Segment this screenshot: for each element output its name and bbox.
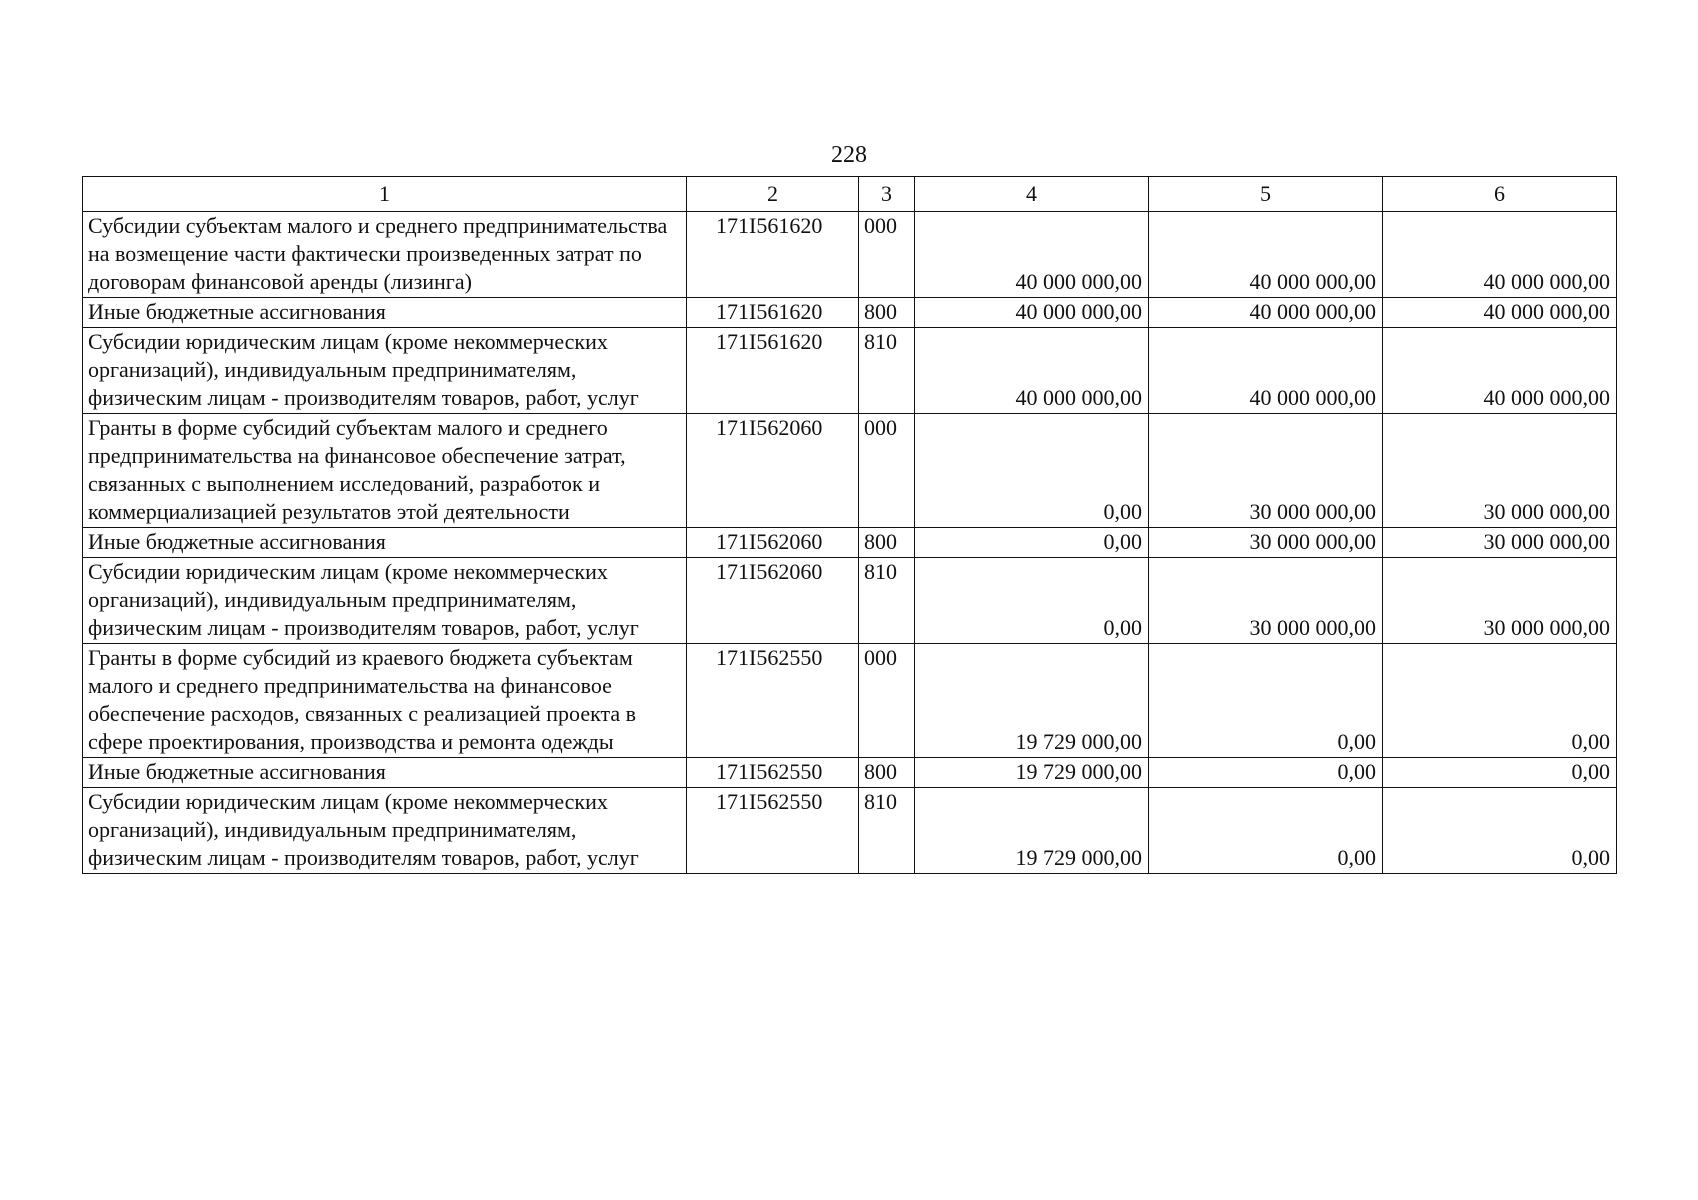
- column-header-6: 6: [1383, 177, 1617, 212]
- row-amount-4: 19 729 000,00: [915, 758, 1149, 788]
- page-number: 228: [831, 142, 867, 168]
- row-name: Иные бюджетные ассигнования: [83, 298, 687, 328]
- row-name: Субсидии юридическим лицам (кроме некоммерческих организаций), индивидуальным предпринимателям, физическим лицам - производителям товаров, работ, услуг: [83, 558, 687, 644]
- row-amount-6: 30 000 000,00: [1383, 528, 1617, 558]
- column-header-3: 3: [859, 177, 915, 212]
- row-name: Гранты в форме субсидий субъектам малого и среднего предпринимательства на финансовое обеспечение затрат, связанных с выполнением исследований, разработок и коммерциализацией результатов этой деятельности: [83, 414, 687, 528]
- row-type: 800: [859, 758, 915, 788]
- table-row: [83, 212, 1617, 298]
- row-code: 171I562550: [687, 758, 859, 788]
- row-amount-5: 30 000 000,00: [1149, 528, 1383, 558]
- row-amount-4: 0,00: [915, 528, 1149, 558]
- row-amount-4: 40 000 000,00: [915, 328, 1149, 414]
- row-amount-4: 40 000 000,00: [915, 212, 1149, 298]
- row-code: 171I561620: [687, 298, 859, 328]
- column-header-2: 2: [687, 177, 859, 212]
- row-amount-5: 0,00: [1149, 788, 1383, 874]
- row-amount-6: 30 000 000,00: [1383, 558, 1617, 644]
- row-amount-4: 0,00: [915, 558, 1149, 644]
- row-code: 171I561620: [687, 328, 859, 414]
- row-amount-6: 30 000 000,00: [1383, 414, 1617, 528]
- row-amount-4: 0,00: [915, 414, 1149, 528]
- table-row: [83, 414, 1617, 528]
- table-row: [83, 298, 1617, 328]
- row-amount-5: 0,00: [1149, 644, 1383, 758]
- row-amount-5: 30 000 000,00: [1149, 558, 1383, 644]
- row-code: 171I562550: [687, 644, 859, 758]
- row-amount-6: 0,00: [1383, 788, 1617, 874]
- row-amount-5: 40 000 000,00: [1149, 328, 1383, 414]
- row-code: 171I561620: [687, 212, 859, 298]
- row-amount-5: 30 000 000,00: [1149, 414, 1383, 528]
- column-header-1: 1: [83, 177, 687, 212]
- table-row: [83, 328, 1617, 414]
- row-amount-5: 40 000 000,00: [1149, 298, 1383, 328]
- budget-table: [82, 176, 1617, 874]
- row-amount-6: 40 000 000,00: [1383, 212, 1617, 298]
- row-name: Гранты в форме субсидий из краевого бюджета субъектам малого и среднего предпринимательства на финансовое обеспечение расходов, связанных с реализацией проекта в сфере проектирования, производства и ремонта одежды: [83, 644, 687, 758]
- row-amount-4: 19 729 000,00: [915, 788, 1149, 874]
- table-row: [83, 788, 1617, 874]
- row-type: 810: [859, 788, 915, 874]
- table-row: [83, 558, 1617, 644]
- row-amount-4: 19 729 000,00: [915, 644, 1149, 758]
- row-code: 171I562060: [687, 528, 859, 558]
- header-row: [83, 177, 1617, 212]
- row-name: Субсидии юридическим лицам (кроме некоммерческих организаций), индивидуальным предпринимателям, физическим лицам - производителям товаров, работ, услуг: [83, 328, 687, 414]
- table-row: [83, 644, 1617, 758]
- row-amount-6: 0,00: [1383, 644, 1617, 758]
- row-code: 171I562550: [687, 788, 859, 874]
- row-name: Иные бюджетные ассигнования: [83, 758, 687, 788]
- row-code: 171I562060: [687, 558, 859, 644]
- table-row: [83, 758, 1617, 788]
- row-amount-6: 40 000 000,00: [1383, 328, 1617, 414]
- row-type: 810: [859, 328, 915, 414]
- row-type: 000: [859, 414, 915, 528]
- row-name: Субсидии юридическим лицам (кроме некоммерческих организаций), индивидуальным предпринимателям, физическим лицам - производителям товаров, работ, услуг: [83, 788, 687, 874]
- row-amount-5: 40 000 000,00: [1149, 212, 1383, 298]
- row-name: Иные бюджетные ассигнования: [83, 528, 687, 558]
- row-amount-6: 0,00: [1383, 758, 1617, 788]
- column-header-4: 4: [915, 177, 1149, 212]
- row-amount-5: 0,00: [1149, 758, 1383, 788]
- row-type: 000: [859, 212, 915, 298]
- column-header-5: 5: [1149, 177, 1383, 212]
- row-amount-6: 40 000 000,00: [1383, 298, 1617, 328]
- row-code: 171I562060: [687, 414, 859, 528]
- row-type: 800: [859, 528, 915, 558]
- row-type: 000: [859, 644, 915, 758]
- row-type: 800: [859, 298, 915, 328]
- row-type: 810: [859, 558, 915, 644]
- row-name: Субсидии субъектам малого и среднего предпринимательства на возмещение части фактически произведенных затрат по договорам финансовой аренды (лизинга): [83, 212, 687, 298]
- row-amount-4: 40 000 000,00: [915, 298, 1149, 328]
- table-row: [83, 528, 1617, 558]
